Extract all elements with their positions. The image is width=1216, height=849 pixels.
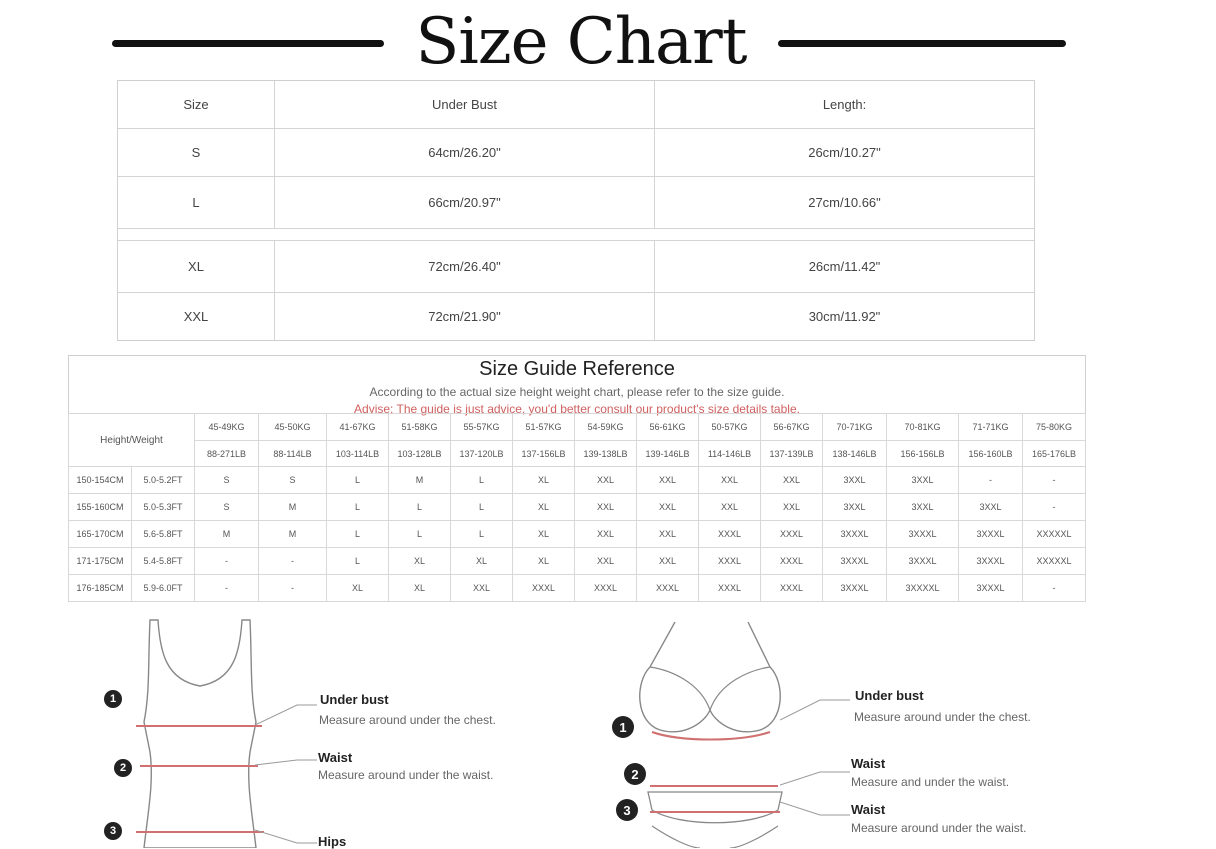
size-cell: -	[959, 467, 1023, 494]
size-cell: L	[327, 467, 389, 494]
table-row	[69, 467, 1086, 494]
waist-label: Waist	[851, 756, 886, 771]
weight-lb-cell: 137-120LB	[451, 441, 513, 467]
header-length: Length:	[822, 97, 867, 112]
size-cell: L	[327, 521, 389, 548]
length-cell: 26cm/11.42"	[808, 259, 881, 274]
size-cell: L	[451, 521, 513, 548]
size-cell: 3XXXL	[887, 548, 959, 575]
length-cell: 30cm/11.92"	[808, 309, 881, 324]
size-cell: XXXL	[761, 521, 823, 548]
table-row	[118, 129, 1034, 177]
page-title: Size Chart	[415, 5, 747, 79]
size-cell: XXL	[575, 494, 637, 521]
table-row	[118, 293, 1034, 340]
size-table	[117, 80, 1035, 341]
size-cell: M	[259, 494, 327, 521]
weight-lb-cell: 103-114LB	[327, 441, 389, 467]
guide-title: Size Guide Reference	[479, 358, 675, 380]
size-cell: 3XXXL	[823, 521, 887, 548]
size-cell: 3XXL	[887, 494, 959, 521]
weight-kg-cell: 56-61KG	[637, 414, 699, 441]
size-cell: 3XXL	[823, 494, 887, 521]
size-cell: XXL	[761, 467, 823, 494]
weight-lb-cell: 165-176LB	[1023, 441, 1086, 467]
weight-lb-cell: 138-146LB	[823, 441, 887, 467]
size-cell: L	[327, 548, 389, 575]
weight-kg-cell: 50-57KG	[699, 414, 761, 441]
size-cell: 3XXXL	[887, 521, 959, 548]
weight-kg-cell: 55-57KG	[451, 414, 513, 441]
size-cell: -	[1023, 575, 1086, 602]
size-cell: XXL	[761, 494, 823, 521]
size-cell: XL	[513, 548, 575, 575]
size-cell: XXXL	[699, 521, 761, 548]
size-cell: XL	[118, 241, 275, 292]
size-cell: XXL	[575, 548, 637, 575]
height-ft-cell: 5.0-5.2FT	[132, 467, 195, 494]
size-cell: 3XXXL	[959, 548, 1023, 575]
size-cell: XL	[389, 575, 451, 602]
size-cell: XL	[513, 494, 575, 521]
size-cell: 3XXL	[823, 467, 887, 494]
weight-lb-cell: 137-139LB	[761, 441, 823, 467]
header-size: Size	[118, 81, 275, 128]
size-cell: XXXL	[761, 575, 823, 602]
hips-label: Hips	[318, 834, 347, 849]
size-cell: -	[195, 575, 259, 602]
weight-lb-cell: 139-138LB	[575, 441, 637, 467]
table-row	[69, 494, 1086, 521]
size-cell: -	[259, 575, 327, 602]
weight-kg-cell: 54-59KG	[575, 414, 637, 441]
weight-lb-cell: 103-128LB	[389, 441, 451, 467]
table-spacer-row	[118, 229, 1034, 241]
size-cell: XXL	[118, 293, 275, 340]
size-cell: L	[389, 521, 451, 548]
guide-note: Advise: The guide is just advice, you'd better consult our product's size details table.	[354, 402, 800, 416]
height-ft-cell: 5.4-5.8FT	[132, 548, 195, 575]
weight-lb-cell: 139-146LB	[637, 441, 699, 467]
size-cell: XXXXXL	[1023, 521, 1086, 548]
guide-header-row-lb	[69, 441, 1086, 467]
size-cell: 3XXXL	[959, 575, 1023, 602]
size-cell: XXL	[637, 467, 699, 494]
size-cell: M	[389, 467, 451, 494]
table-row	[69, 548, 1086, 575]
size-cell: XXL	[637, 494, 699, 521]
under-bust-label: Under bust	[320, 692, 389, 707]
size-cell: -	[195, 548, 259, 575]
size-cell: S	[118, 129, 275, 176]
size-cell: XL	[389, 548, 451, 575]
size-cell: XL	[513, 521, 575, 548]
weight-kg-cell: 51-58KG	[389, 414, 451, 441]
left-leader-lines	[255, 695, 325, 848]
size-cell: XXL	[575, 521, 637, 548]
size-cell: XXXXXL	[1023, 548, 1086, 575]
size-cell: -	[1023, 467, 1086, 494]
size-cell: XXXL	[575, 575, 637, 602]
size-cell: XXXL	[761, 548, 823, 575]
weight-kg-cell: 70-71KG	[823, 414, 887, 441]
size-cell: M	[195, 521, 259, 548]
weight-kg-cell: 41-67KG	[327, 414, 389, 441]
size-cell: L	[451, 494, 513, 521]
size-table-header	[118, 81, 1034, 129]
weight-kg-cell: 56-67KG	[761, 414, 823, 441]
height-cm-cell: 165-170CM	[69, 521, 132, 548]
size-cell: L	[451, 467, 513, 494]
size-cell: S	[195, 467, 259, 494]
size-cell: 3XXXXL	[887, 575, 959, 602]
height-ft-cell: 5.0-5.3FT	[132, 494, 195, 521]
point-1-badge: 1	[104, 690, 122, 708]
under-bust-cell: 72cm/26.40"	[275, 241, 655, 292]
table-row	[118, 177, 1034, 229]
guide-header-row-kg	[69, 414, 1086, 441]
size-cell: XXL	[637, 521, 699, 548]
size-cell: 3XXXL	[959, 521, 1023, 548]
weight-lb-cell: 156-156LB	[887, 441, 959, 467]
title-rule-right	[778, 40, 1066, 47]
header-under-bust: Under Bust	[275, 81, 655, 128]
point-3-badge: 3	[104, 822, 122, 840]
point-3-badge: 3	[616, 799, 638, 821]
under-bust-cell: 64cm/26.20"	[275, 129, 655, 176]
height-cm-cell: 171-175CM	[69, 548, 132, 575]
waist-desc: Measure around under the waist.	[318, 768, 494, 782]
size-cell: XL	[451, 548, 513, 575]
waist-label: Waist	[851, 802, 886, 817]
height-cm-cell: 155-160CM	[69, 494, 132, 521]
weight-lb-cell: 156-160LB	[959, 441, 1023, 467]
size-cell: XXXL	[699, 575, 761, 602]
size-cell: -	[1023, 494, 1086, 521]
table-row	[69, 521, 1086, 548]
size-cell: XL	[327, 575, 389, 602]
size-cell: L	[118, 177, 275, 228]
size-cell: 3XXXL	[823, 575, 887, 602]
height-weight-header: Height/Weight	[69, 414, 195, 467]
weight-kg-cell: 45-50KG	[259, 414, 327, 441]
size-cell: -	[259, 548, 327, 575]
size-cell: XXXL	[513, 575, 575, 602]
weight-kg-cell: 75-80KG	[1023, 414, 1086, 441]
size-cell: S	[195, 494, 259, 521]
weight-lb-cell: 88-114LB	[259, 441, 327, 467]
under-bust-cell: 66cm/20.97"	[275, 177, 655, 228]
waist-desc: Measure around under the waist.	[851, 821, 1027, 835]
weight-kg-cell: 70-81KG	[887, 414, 959, 441]
length-cell: 27cm/10.66"	[808, 195, 881, 210]
size-cell: L	[389, 494, 451, 521]
size-cell: XXL	[637, 548, 699, 575]
weight-lb-cell: 114-146LB	[699, 441, 761, 467]
weight-lb-cell: 137-156LB	[513, 441, 575, 467]
size-cell: XXL	[575, 467, 637, 494]
table-row	[69, 575, 1086, 602]
bikini-diagram	[630, 612, 800, 848]
weight-kg-cell: 71-71KG	[959, 414, 1023, 441]
right-leader-lines	[780, 690, 860, 820]
point-1-badge: 1	[612, 716, 634, 738]
under-bust-desc: Measure around under the chest.	[319, 713, 496, 727]
size-cell: XXL	[451, 575, 513, 602]
height-ft-cell: 5.9-6.0FT	[132, 575, 195, 602]
height-cm-cell: 176-185CM	[69, 575, 132, 602]
weight-kg-cell: 45-49KG	[195, 414, 259, 441]
size-cell: 3XXXL	[823, 548, 887, 575]
length-cell: 26cm/10.27"	[808, 145, 881, 160]
size-cell: 3XXL	[887, 467, 959, 494]
size-cell: XXXL	[637, 575, 699, 602]
under-bust-cell: 72cm/21.90"	[275, 293, 655, 340]
size-cell: XL	[513, 467, 575, 494]
waist-label: Waist	[318, 750, 353, 765]
size-guide-table	[68, 413, 1086, 602]
size-cell: XXL	[699, 494, 761, 521]
waist-desc: Measure and under the waist.	[851, 775, 1010, 789]
table-row	[118, 241, 1034, 293]
under-bust-label: Under bust	[855, 688, 924, 703]
size-cell: XXXL	[699, 548, 761, 575]
size-cell: L	[327, 494, 389, 521]
title-rule-left	[112, 40, 384, 47]
size-cell: 3XXL	[959, 494, 1023, 521]
point-2-badge: 2	[624, 763, 646, 785]
weight-lb-cell: 88-271LB	[195, 441, 259, 467]
under-bust-desc: Measure around under the chest.	[854, 710, 1031, 724]
size-cell: XXL	[699, 467, 761, 494]
size-cell: S	[259, 467, 327, 494]
height-cm-cell: 150-154CM	[69, 467, 132, 494]
guide-subtitle: According to the actual size height weight chart, please refer to the size guide.	[369, 385, 785, 399]
point-2-badge: 2	[114, 759, 132, 777]
height-ft-cell: 5.6-5.8FT	[132, 521, 195, 548]
weight-kg-cell: 51-57KG	[513, 414, 575, 441]
size-cell: M	[259, 521, 327, 548]
